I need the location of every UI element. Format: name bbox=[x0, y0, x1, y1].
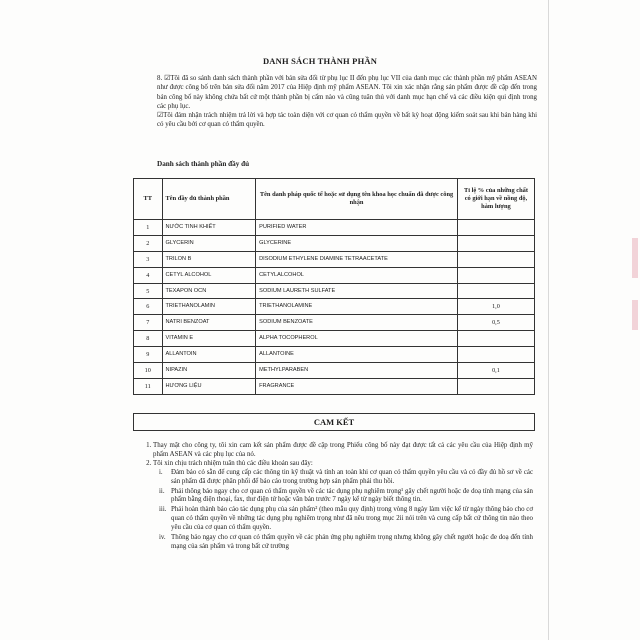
sub-item-text: Phải hoàn thành báo cáo tác dụng phụ của sản phẩm² (theo mẫu quy định) trong vòng 8 ngày làm việc kể từ ngày thông báo cho cơ quan có thẩm quyền về những tác dụng phụ nghiêm trọng như đã nêu trong mục 2ii nói trên và cung cấp bất cứ thông tin nào theo yêu cầu của cơ quan có thẩm quyền. bbox=[171, 506, 533, 532]
table-row bbox=[134, 283, 535, 299]
commitment-item-1: 1. Thay mặt cho công ty, tôi xin cam kết sản phẩm được đề cập trong Phiếu công bố này đạt được tất cả các yêu cầu của Hiệp định mỹ phẩm ASEAN và các phụ lục của nó. bbox=[153, 442, 533, 460]
ratio-value: 0,5 bbox=[457, 315, 534, 331]
sub-item-text: Đảm bảo có sẵn để cung cấp các thông tin kỹ thuật và tính an toàn khi cơ quan có thẩm quyền yêu cầu và có đầy đủ hồ sơ về các sản phẩm đã được phân phối để báo cáo trong trường hợp sản phẩm phải thu hồi. bbox=[171, 468, 533, 485]
sub-item-number: iii. bbox=[159, 506, 167, 514]
table-row bbox=[134, 331, 535, 347]
row-number: 4 bbox=[134, 267, 163, 283]
ratio-value: 1,0 bbox=[457, 299, 534, 315]
ingredient-name: TRIETHANOLAMIN bbox=[162, 299, 256, 315]
inci-name: SODIUM BENZOATE bbox=[256, 315, 458, 331]
ratio-value bbox=[457, 267, 534, 283]
inci-name: SODIUM LAURETH SULFATE bbox=[256, 283, 458, 299]
ingredient-name: NƯỚC TINH KHIẾT bbox=[162, 220, 256, 236]
commitment-item-2 bbox=[153, 460, 533, 552]
ratio-value bbox=[457, 220, 534, 236]
commitment-sub-list bbox=[153, 469, 533, 552]
sub-item-text: Phải thông báo ngay cho cơ quan có thẩm quyền về các tác dụng phụ nghiêm trọng¹ gây chết người hoặc đe doạ tính mạng của sản phẩm bằng điện thoại, fax, thư điện tử hoặc văn bản trước 7 ngày kể từ ngày biết thông tin. bbox=[171, 487, 533, 504]
ingredient-name: CETYL ALCOHOL bbox=[162, 267, 256, 283]
ratio-value: 0,1 bbox=[457, 363, 534, 379]
table-row bbox=[134, 267, 535, 283]
inci-name: METHYLPARABEN bbox=[256, 363, 458, 379]
ingredients-table bbox=[133, 178, 535, 395]
table-title: Danh sách thành phần đầy đủ bbox=[157, 160, 250, 168]
scan-mark bbox=[632, 300, 638, 330]
row-number: 8 bbox=[134, 331, 163, 347]
ratio-value bbox=[457, 378, 534, 394]
inci-name: FRAGRANCE bbox=[256, 378, 458, 394]
sub-item-number: ii. bbox=[159, 487, 165, 495]
row-number: 9 bbox=[134, 347, 163, 363]
table-row bbox=[134, 299, 535, 315]
ratio-value bbox=[457, 251, 534, 267]
row-number: 1 bbox=[134, 220, 163, 236]
ratio-value bbox=[457, 347, 534, 363]
inci-name: GLYCERINE bbox=[256, 235, 458, 251]
commitment-item-2-text: Tôi xin chịu trách nhiệm tuân thủ các điều khoản sau đây: bbox=[153, 459, 313, 467]
sub-item-number: i. bbox=[159, 468, 163, 476]
sub-item-text: Thông báo ngay cho cơ quan có thẩm quyền về các phản ứng phụ nghiêm trọng nhưng không gây chết người hoặc đe doạ đến tính mạng của sản phẩm và trong bất cứ trường bbox=[171, 534, 533, 550]
ratio-value bbox=[457, 235, 534, 251]
header-tt: TT bbox=[134, 179, 163, 220]
inci-name: ALLANTOINE bbox=[256, 347, 458, 363]
row-number: 7 bbox=[134, 315, 163, 331]
page-edge-line bbox=[548, 0, 549, 640]
ingredient-name: NATRI BENZOAT bbox=[162, 315, 256, 331]
inci-name: TRIETHANOLAMINE bbox=[256, 299, 458, 315]
inci-name: CETYLALCOHOL bbox=[256, 267, 458, 283]
ingredient-name: NIPAZIN bbox=[162, 363, 256, 379]
header-name: Tên đầy đủ thành phần bbox=[162, 179, 256, 220]
commitment-sub-item bbox=[159, 488, 533, 506]
declaration-paragraph-2: ☑Tôi đảm nhận trách nhiệm trả lời và hợp tác toàn diện với cơ quan có thẩm quyền về bất kỳ hoạt động kiểm soát sau khi bán hàng khi có yêu cầu bởi cơ quan có thẩm quyền. bbox=[157, 112, 537, 129]
table-row bbox=[134, 315, 535, 331]
row-number: 11 bbox=[134, 378, 163, 394]
row-number: 5 bbox=[134, 283, 163, 299]
row-number: 3 bbox=[134, 251, 163, 267]
scan-mark bbox=[632, 238, 638, 278]
ingredient-name: TEXAPON OCN bbox=[162, 283, 256, 299]
table-row bbox=[134, 363, 535, 379]
ratio-value bbox=[457, 331, 534, 347]
inci-name: DISODIUM ETHYLENE DIAMINE TETRAACETATE bbox=[256, 251, 458, 267]
table-header-row bbox=[134, 179, 535, 220]
row-number: 2 bbox=[134, 235, 163, 251]
declaration-text bbox=[157, 74, 537, 130]
commitment-section bbox=[143, 442, 533, 553]
row-number: 6 bbox=[134, 299, 163, 315]
ingredient-name: GLYCERIN bbox=[162, 235, 256, 251]
table-row bbox=[134, 378, 535, 394]
commitment-sub-item bbox=[159, 506, 533, 533]
inci-name: ALPHA TOCOPHEROL bbox=[256, 331, 458, 347]
header-inci: Tên danh pháp quốc tế hoặc sử dụng tên khoa học chuẩn đã được công nhận bbox=[256, 179, 458, 220]
ingredient-name: VITAMIN E bbox=[162, 331, 256, 347]
table-row bbox=[134, 220, 535, 236]
ingredient-name: HƯƠNG LIỆU bbox=[162, 378, 256, 394]
commitment-sub-item bbox=[159, 469, 533, 487]
row-number: 10 bbox=[134, 363, 163, 379]
sub-item-number: iv. bbox=[159, 534, 166, 542]
inci-name: PURIFIED WATER bbox=[256, 220, 458, 236]
page-title: DANH SÁCH THÀNH PHẦN bbox=[262, 56, 378, 66]
commitment-sub-item bbox=[159, 534, 533, 552]
ratio-value bbox=[457, 283, 534, 299]
declaration-paragraph-1: 8. ☑Tôi đã so sánh danh sách thành phần với bản sửa đổi từ phụ lục II đến phụ lục VII của danh mục các thành phần mỹ phẩm ASEAN như được công bố trên bản sửa đổi năm 2017 của Hiệp định mỹ phẩm ASEAN. Tôi xin xác nhận rằng sản phẩm được đề cập đến trong bản công bố này không chứa bất cứ một thành phần bị cấm nào và cũng tuân thủ với danh mục hạn chế và các điều kiện qui định trong các phụ lục. bbox=[157, 75, 537, 110]
ingredient-name: ALLANTOIN bbox=[162, 347, 256, 363]
table-row bbox=[134, 235, 535, 251]
commitment-heading: CAM KẾT bbox=[133, 413, 535, 431]
header-ratio: Tỉ lệ % của những chất có giới hạn về nồng độ, hàm lượng bbox=[457, 179, 534, 220]
table-row bbox=[134, 347, 535, 363]
table-row bbox=[134, 251, 535, 267]
ingredient-name: TRILON B bbox=[162, 251, 256, 267]
